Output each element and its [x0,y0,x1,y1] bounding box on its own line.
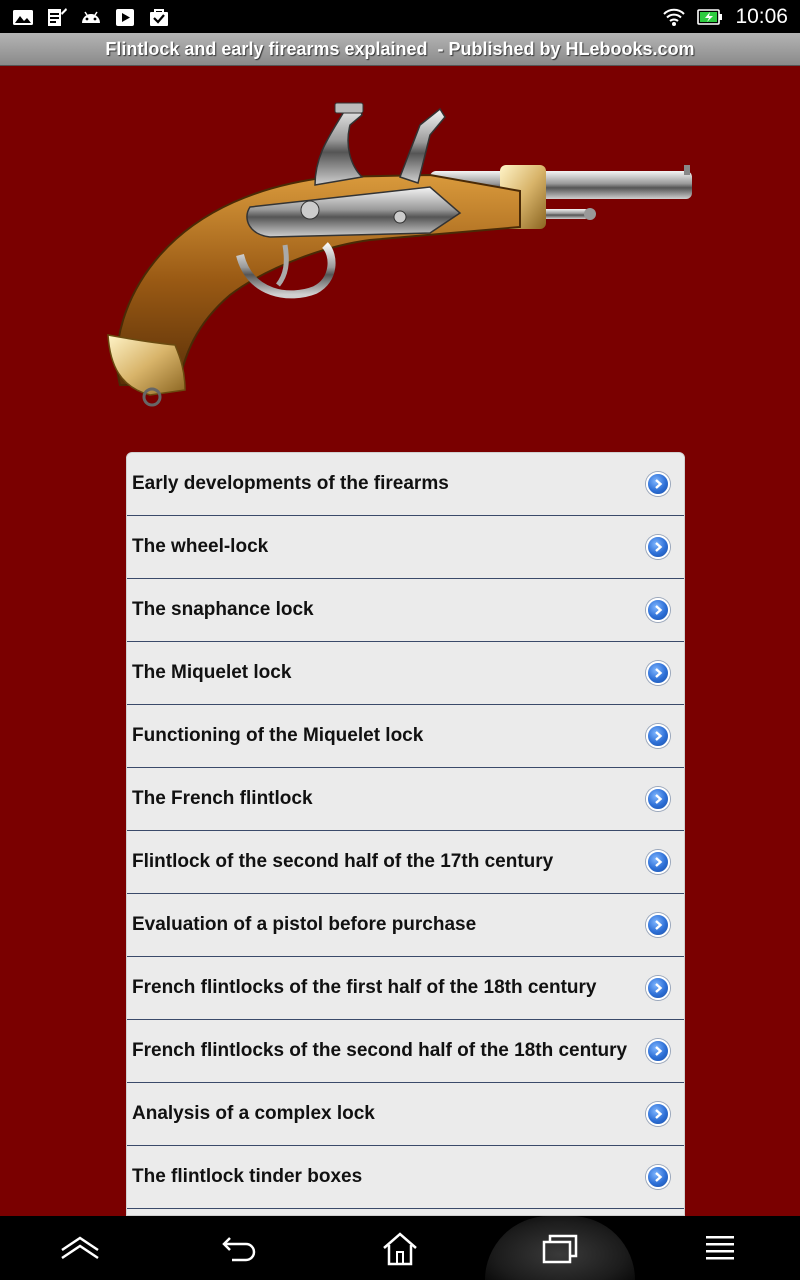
chevron-right-icon[interactable] [646,472,670,496]
home-button[interactable] [325,1216,475,1280]
list-item[interactable] [127,894,684,957]
list-item[interactable] [127,453,684,516]
menu-icon [698,1228,742,1268]
system-icons [663,5,788,29]
flintlock-pistol-illustration [100,95,700,415]
shopping-bag-icon [148,7,170,27]
list-item[interactable] [127,579,684,642]
list-item-label: The flintlock tinder boxes [132,1166,363,1187]
status-bar [0,0,800,33]
list-item-label: Analysis of a complex lock [132,1103,375,1124]
home-icon [378,1228,422,1268]
chevron-right-icon[interactable] [646,598,670,622]
list-item-label: The Miquelet lock [132,662,292,683]
list-item[interactable] [127,1083,684,1146]
back-icon [218,1228,262,1268]
list-item-label: Evaluation of a pistol before purchase [132,914,477,935]
navigation-bar [0,1216,800,1280]
menu-button[interactable] [645,1216,795,1280]
list-item-label: French flintlocks of the first half of the 18th century [132,977,597,998]
chevron-right-icon[interactable] [646,661,670,685]
list-item[interactable] [127,831,684,894]
chevron-right-icon[interactable] [646,724,670,748]
list-item[interactable] [127,957,684,1020]
up-button[interactable] [5,1216,155,1280]
chevron-right-icon[interactable] [646,1039,670,1063]
wifi-icon [663,7,685,27]
list-item[interactable] [127,516,684,579]
list-item-label: French flintlocks of the second half of the 18th century [132,1040,628,1061]
play-store-icon [114,7,136,27]
page-title: Flintlock and early firearms explained - Published by HLebooks.com [0,33,800,66]
list-item[interactable] [127,1020,684,1083]
list-item[interactable] [127,768,684,831]
list-item-label: Flintlock of the second half of the 17th century [132,851,554,872]
chevron-right-icon[interactable] [646,850,670,874]
chevron-right-icon[interactable] [646,1102,670,1126]
clock: 10:06 [735,4,788,28]
list-item-label: Early developments of the firearms [132,473,449,494]
notes-icon [46,7,68,27]
list-item-label: The snaphance lock [132,599,314,620]
list-item[interactable] [127,705,684,768]
up-icon [58,1228,102,1268]
chevron-right-icon[interactable] [646,913,670,937]
android-icon [80,7,102,27]
recent-apps-button[interactable] [485,1216,635,1280]
notification-icons [12,7,170,27]
chevron-right-icon[interactable] [646,976,670,1000]
list-item[interactable] [127,642,684,705]
recent-apps-icon [538,1228,582,1268]
list-item-label: The French flintlock [132,788,313,809]
image-icon [12,7,34,27]
chevron-right-icon[interactable] [646,1165,670,1189]
back-button[interactable] [165,1216,315,1280]
chapter-list [126,452,685,1216]
chevron-right-icon[interactable] [646,535,670,559]
battery-charging-icon [697,7,723,27]
list-item-label: The wheel-lock [132,536,269,557]
chevron-right-icon[interactable] [646,787,670,811]
list-item[interactable] [127,1146,684,1209]
list-item-label: Functioning of the Miquelet lock [132,725,424,746]
